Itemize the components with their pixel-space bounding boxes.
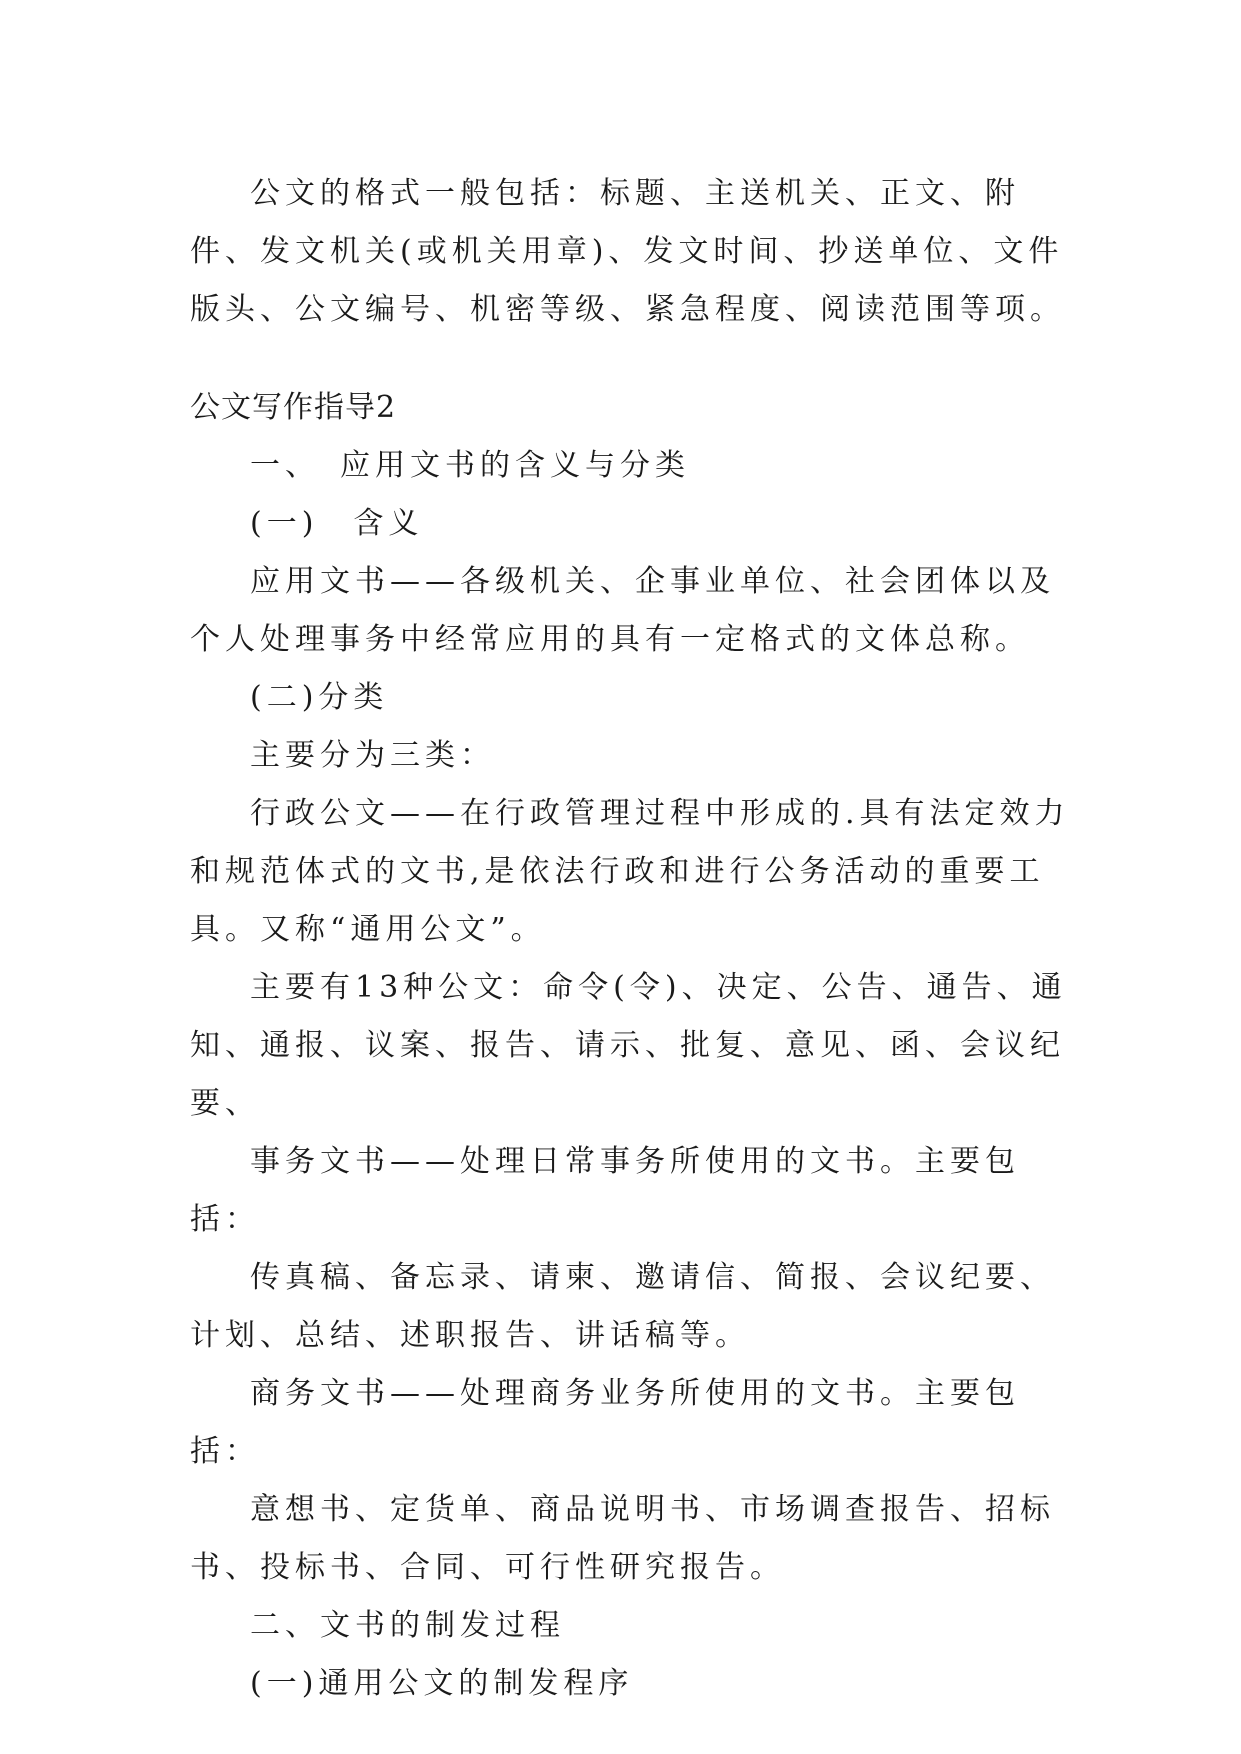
paragraph-intro: 主要分为三类： xyxy=(250,738,495,773)
paragraph-affairs-docs: 事务文书——处理日常事务所使用的文书。主要包括： xyxy=(190,1144,1020,1237)
paragraph-definition: 应用文书——各级机关、企事业单位、社会团体以及个人处理事务中经常应用的具有一定格式的文体总称。 xyxy=(190,564,1055,657)
heading-level-2: (一) 含义 xyxy=(250,506,424,541)
paragraph-business-list: 意想书、定货单、商品说明书、市场调查报告、招标书、投标书、合同、可行性研究报告。 xyxy=(190,1492,1055,1585)
heading-level-1: 二、文书的制发过程 xyxy=(250,1608,565,1643)
paragraph-admin-docs: 行政公文——在行政管理过程中形成的.具有法定效力和规范体式的文书,是依法行政和进行公务活动的重要工具。又称“通用公文”。 xyxy=(190,796,1070,947)
paragraph-business-docs: 商务文书——处理商务业务所使用的文书。主要包括： xyxy=(190,1376,1020,1469)
paragraph-affairs-list: 传真稿、备忘录、请柬、邀请信、简报、会议纪要、计划、总结、述职报告、讲话稿等。 xyxy=(190,1260,1055,1353)
heading-level-1: 一、 应用文书的含义与分类 xyxy=(250,448,690,483)
heading-level-2: (一)通用公文的制发程序 xyxy=(250,1666,634,1701)
document-body xyxy=(190,165,1070,1713)
paragraph-13-types: 主要有13种公文：命令(令)、决定、公告、通告、通知、通报、议案、报告、请示、批复、意见、函、会议纪要、 xyxy=(190,970,1067,1121)
heading-level-2: (二)分类 xyxy=(250,680,389,715)
paragraph-format-contents: 公文的格式一般包括：标题、主送机关、正文、附件、发文机关(或机关用章)、发文时间、抄送单位、文件版头、公文编号、机密等级、紧急程度、阅读范围等项。 xyxy=(190,176,1065,327)
section-title: 公文写作指导2 xyxy=(190,390,397,425)
